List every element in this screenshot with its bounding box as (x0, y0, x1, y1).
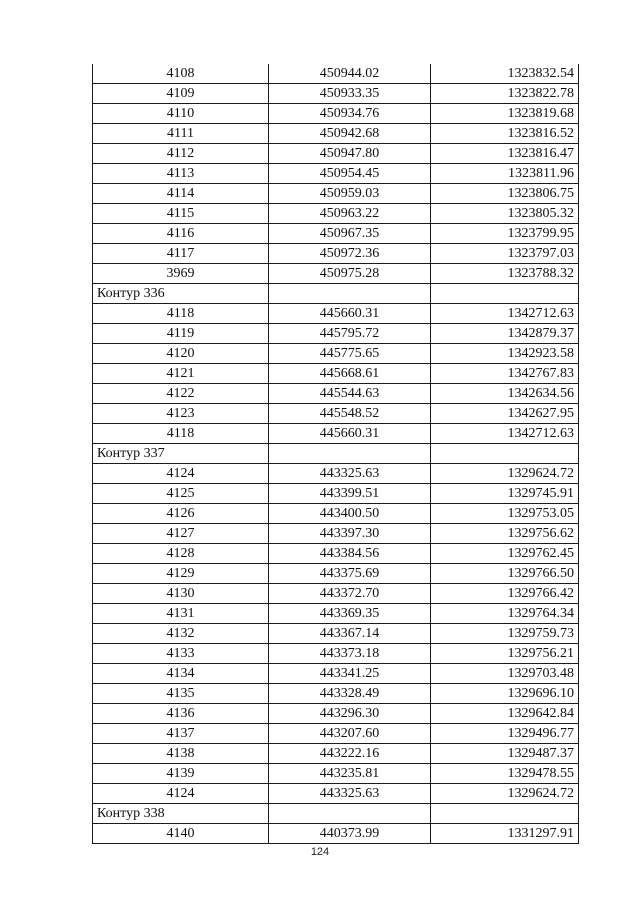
x-coordinate-cell: 450934.76 (269, 104, 431, 124)
table-row (93, 324, 579, 344)
point-number-cell: 4121 (93, 364, 269, 384)
table-row (93, 124, 579, 144)
y-coordinate-cell: 1342879.37 (431, 324, 579, 344)
empty-cell (431, 804, 579, 824)
y-coordinate-cell: 1323819.68 (431, 104, 579, 124)
table-row (93, 544, 579, 564)
x-coordinate-cell: 445544.63 (269, 384, 431, 404)
x-coordinate-cell: 443207.60 (269, 724, 431, 744)
empty-cell (269, 284, 431, 304)
y-coordinate-cell: 1323816.47 (431, 144, 579, 164)
y-coordinate-cell: 1323816.52 (431, 124, 579, 144)
x-coordinate-cell: 443369.35 (269, 604, 431, 624)
x-coordinate-cell: 445660.31 (269, 424, 431, 444)
table-row (93, 304, 579, 324)
page-number: 124 (310, 846, 330, 858)
point-number-cell: 4125 (93, 484, 269, 504)
point-number-cell: 4122 (93, 384, 269, 404)
point-number-cell: 4118 (93, 424, 269, 444)
empty-cell (269, 444, 431, 464)
table-row (93, 664, 579, 684)
x-coordinate-cell: 450942.68 (269, 124, 431, 144)
y-coordinate-cell: 1342712.63 (431, 304, 579, 324)
y-coordinate-cell: 1342767.83 (431, 364, 579, 384)
y-coordinate-cell: 1329496.77 (431, 724, 579, 744)
table-row (93, 704, 579, 724)
point-number-cell: 4112 (93, 144, 269, 164)
table-row (93, 184, 579, 204)
point-number-cell: 4124 (93, 464, 269, 484)
x-coordinate-cell: 450947.80 (269, 144, 431, 164)
y-coordinate-cell: 1329642.84 (431, 704, 579, 724)
contour-label: Контур 336 (93, 284, 269, 304)
y-coordinate-cell: 1329703.48 (431, 664, 579, 684)
point-number-cell: 4126 (93, 504, 269, 524)
point-number-cell: 4130 (93, 584, 269, 604)
point-number-cell: 4109 (93, 84, 269, 104)
point-number-cell: 4113 (93, 164, 269, 184)
point-number-cell: 4139 (93, 764, 269, 784)
point-number-cell: 4133 (93, 644, 269, 664)
point-number-cell: 4115 (93, 204, 269, 224)
y-coordinate-cell: 1342627.95 (431, 404, 579, 424)
y-coordinate-cell: 1329756.21 (431, 644, 579, 664)
contour-header-row (93, 284, 579, 304)
point-number-cell: 4132 (93, 624, 269, 644)
y-coordinate-cell: 1323806.75 (431, 184, 579, 204)
table-row (93, 744, 579, 764)
x-coordinate-cell: 443399.51 (269, 484, 431, 504)
table-row (93, 524, 579, 544)
table-row (93, 244, 579, 264)
coordinates-table (92, 64, 579, 844)
point-number-cell: 4120 (93, 344, 269, 364)
y-coordinate-cell: 1323799.95 (431, 224, 579, 244)
x-coordinate-cell: 450954.45 (269, 164, 431, 184)
contour-header-row (93, 444, 579, 464)
x-coordinate-cell: 443222.16 (269, 744, 431, 764)
point-number-cell: 4135 (93, 684, 269, 704)
x-coordinate-cell: 450975.28 (269, 264, 431, 284)
y-coordinate-cell: 1323822.78 (431, 84, 579, 104)
table-row (93, 464, 579, 484)
table-row (93, 584, 579, 604)
empty-cell (269, 804, 431, 824)
y-coordinate-cell: 1331297.91 (431, 824, 579, 844)
y-coordinate-cell: 1342634.56 (431, 384, 579, 404)
y-coordinate-cell: 1329753.05 (431, 504, 579, 524)
y-coordinate-cell: 1342923.58 (431, 344, 579, 364)
x-coordinate-cell: 443341.25 (269, 664, 431, 684)
document-page (92, 64, 578, 844)
table-row (93, 84, 579, 104)
point-number-cell: 4117 (93, 244, 269, 264)
x-coordinate-cell: 443367.14 (269, 624, 431, 644)
contour-header-row (93, 804, 579, 824)
point-number-cell: 4119 (93, 324, 269, 344)
y-coordinate-cell: 1329759.73 (431, 624, 579, 644)
y-coordinate-cell: 1323805.32 (431, 204, 579, 224)
table-row (93, 344, 579, 364)
point-number-cell: 3969 (93, 264, 269, 284)
x-coordinate-cell: 450944.02 (269, 64, 431, 84)
x-coordinate-cell: 440373.99 (269, 824, 431, 844)
table-row (93, 784, 579, 804)
point-number-cell: 4111 (93, 124, 269, 144)
x-coordinate-cell: 443296.30 (269, 704, 431, 724)
table-row (93, 644, 579, 664)
contour-label: Контур 337 (93, 444, 269, 464)
x-coordinate-cell: 450967.35 (269, 224, 431, 244)
table-row (93, 204, 579, 224)
x-coordinate-cell: 443325.63 (269, 784, 431, 804)
point-number-cell: 4131 (93, 604, 269, 624)
point-number-cell: 4118 (93, 304, 269, 324)
x-coordinate-cell: 443400.50 (269, 504, 431, 524)
table-row (93, 224, 579, 244)
x-coordinate-cell: 445795.72 (269, 324, 431, 344)
table-row (93, 144, 579, 164)
x-coordinate-cell: 443373.18 (269, 644, 431, 664)
table-row (93, 364, 579, 384)
point-number-cell: 4123 (93, 404, 269, 424)
table-row (93, 424, 579, 444)
table-row (93, 684, 579, 704)
x-coordinate-cell: 445775.65 (269, 344, 431, 364)
x-coordinate-cell: 450963.22 (269, 204, 431, 224)
x-coordinate-cell: 443375.69 (269, 564, 431, 584)
y-coordinate-cell: 1329487.37 (431, 744, 579, 764)
x-coordinate-cell: 443372.70 (269, 584, 431, 604)
point-number-cell: 4129 (93, 564, 269, 584)
x-coordinate-cell: 443235.81 (269, 764, 431, 784)
y-coordinate-cell: 1323797.03 (431, 244, 579, 264)
x-coordinate-cell: 443325.63 (269, 464, 431, 484)
y-coordinate-cell: 1329764.34 (431, 604, 579, 624)
table-row (93, 404, 579, 424)
point-number-cell: 4110 (93, 104, 269, 124)
point-number-cell: 4138 (93, 744, 269, 764)
table-row (93, 64, 579, 84)
x-coordinate-cell: 443328.49 (269, 684, 431, 704)
x-coordinate-cell: 450933.35 (269, 84, 431, 104)
y-coordinate-cell: 1329624.72 (431, 784, 579, 804)
y-coordinate-cell: 1323811.96 (431, 164, 579, 184)
x-coordinate-cell: 450959.03 (269, 184, 431, 204)
y-coordinate-cell: 1329745.91 (431, 484, 579, 504)
table-row (93, 724, 579, 744)
x-coordinate-cell: 445548.52 (269, 404, 431, 424)
table-row (93, 624, 579, 644)
empty-cell (431, 444, 579, 464)
x-coordinate-cell: 443384.56 (269, 544, 431, 564)
y-coordinate-cell: 1329756.62 (431, 524, 579, 544)
table-row (93, 824, 579, 844)
point-number-cell: 4136 (93, 704, 269, 724)
y-coordinate-cell: 1329766.42 (431, 584, 579, 604)
y-coordinate-cell: 1329696.10 (431, 684, 579, 704)
y-coordinate-cell: 1329762.45 (431, 544, 579, 564)
point-number-cell: 4134 (93, 664, 269, 684)
table-row (93, 564, 579, 584)
table-row (93, 604, 579, 624)
y-coordinate-cell: 1323832.54 (431, 64, 579, 84)
point-number-cell: 4137 (93, 724, 269, 744)
table-row (93, 104, 579, 124)
table-row (93, 764, 579, 784)
point-number-cell: 4116 (93, 224, 269, 244)
point-number-cell: 4128 (93, 544, 269, 564)
y-coordinate-cell: 1329624.72 (431, 464, 579, 484)
point-number-cell: 4108 (93, 64, 269, 84)
table-row (93, 164, 579, 184)
y-coordinate-cell: 1342712.63 (431, 424, 579, 444)
point-number-cell: 4140 (93, 824, 269, 844)
empty-cell (431, 284, 579, 304)
x-coordinate-cell: 450972.36 (269, 244, 431, 264)
x-coordinate-cell: 445668.61 (269, 364, 431, 384)
point-number-cell: 4114 (93, 184, 269, 204)
y-coordinate-cell: 1329766.50 (431, 564, 579, 584)
point-number-cell: 4124 (93, 784, 269, 804)
table-row (93, 484, 579, 504)
table-row (93, 384, 579, 404)
table-row (93, 264, 579, 284)
y-coordinate-cell: 1323788.32 (431, 264, 579, 284)
coordinates-table-body (93, 64, 579, 844)
point-number-cell: 4127 (93, 524, 269, 544)
table-row (93, 504, 579, 524)
y-coordinate-cell: 1329478.55 (431, 764, 579, 784)
x-coordinate-cell: 443397.30 (269, 524, 431, 544)
x-coordinate-cell: 445660.31 (269, 304, 431, 324)
contour-label: Контур 338 (93, 804, 269, 824)
